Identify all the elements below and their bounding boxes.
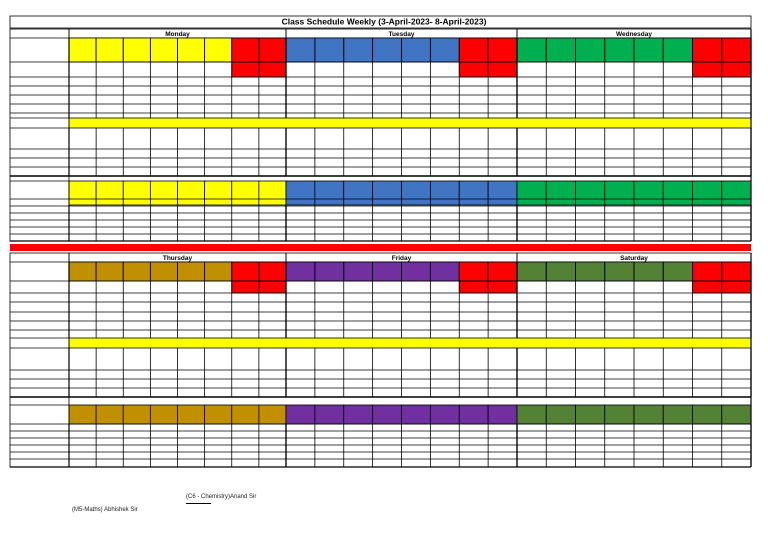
period-cell-thursday: [150, 262, 177, 281]
period-cell-saturday: [663, 405, 692, 424]
period-cell-wednesday: [517, 38, 546, 62]
period-cell-monday: [150, 38, 177, 62]
period-cell-thursday: [205, 405, 232, 424]
period-cell-tuesday: [344, 181, 373, 205]
break-cell-wednesday: [693, 38, 722, 62]
period-cell-friday: [402, 262, 431, 281]
day-name-tuesday: Tuesday: [388, 31, 415, 38]
period-cell-wednesday: [517, 181, 546, 205]
period-cell-thursday: [96, 405, 123, 424]
period-cell-wednesday: [663, 181, 692, 205]
period-cell-wednesday: [605, 181, 634, 205]
period-cell-monday: [259, 181, 286, 205]
period-cell-tuesday: [344, 38, 373, 62]
note-underline: [186, 503, 211, 504]
period-cell-saturday: [722, 405, 751, 424]
lunch-band: [69, 118, 751, 128]
period-cell-monday: [96, 38, 123, 62]
period-cell-tuesday: [286, 38, 315, 62]
period-cell-monday: [96, 181, 123, 205]
break-cell-friday: [459, 262, 488, 281]
break-cell-monday: [232, 38, 259, 62]
period-cell-saturday: [605, 405, 634, 424]
period-cell-friday: [459, 405, 488, 424]
period-cell-wednesday: [546, 38, 575, 62]
label-column: [10, 29, 69, 241]
period-cell-friday: [344, 405, 373, 424]
period-cell-wednesday: [605, 38, 634, 62]
day-name-saturday: Saturday: [620, 255, 648, 262]
break-cell-wednesday: [722, 38, 751, 62]
period-cell-friday: [488, 405, 517, 424]
period-cell-friday: [315, 405, 344, 424]
break-cell-friday: [488, 262, 517, 281]
day-name-wednesday: Wednesday: [615, 31, 653, 38]
period-cell-wednesday: [546, 181, 575, 205]
period-cell-tuesday: [430, 181, 459, 205]
period-cell-saturday: [634, 262, 663, 281]
break-cell-tuesday: [488, 38, 517, 62]
period-cell-tuesday: [373, 38, 402, 62]
break-cell-thursday: [259, 262, 286, 281]
day-name-thursday: Thursday: [162, 255, 193, 262]
period-cell-saturday: [576, 262, 605, 281]
period-cell-thursday: [259, 405, 286, 424]
period-cell-thursday: [150, 405, 177, 424]
schedule-title: Class Schedule Weekly (3-April-2023- 8-April-2023): [281, 16, 487, 27]
label-column: [10, 253, 69, 467]
period-cell-friday: [373, 405, 402, 424]
period-cell-thursday: [123, 262, 150, 281]
period-cell-thursday: [69, 262, 96, 281]
period-cell-friday: [315, 262, 344, 281]
period-cell-tuesday: [373, 181, 402, 205]
period-cell-friday: [344, 262, 373, 281]
day-name-monday: Monday: [165, 31, 190, 38]
period-cell-monday: [69, 38, 96, 62]
period-cell-saturday: [634, 405, 663, 424]
period-cell-monday: [205, 181, 232, 205]
period-cell-thursday: [178, 405, 205, 424]
period-cell-thursday: [69, 405, 96, 424]
period-cell-tuesday: [402, 181, 431, 205]
period-cell-friday: [402, 405, 431, 424]
period-cell-monday: [69, 181, 96, 205]
period-cell-saturday: [517, 405, 546, 424]
break-cell-tuesday: [459, 38, 488, 62]
period-cell-saturday: [546, 405, 575, 424]
period-cell-saturday: [546, 262, 575, 281]
period-cell-saturday: [517, 262, 546, 281]
period-cell-monday: [178, 38, 205, 62]
period-cell-tuesday: [286, 181, 315, 205]
period-cell-wednesday: [576, 38, 605, 62]
period-cell-monday: [150, 181, 177, 205]
period-cell-tuesday: [488, 181, 517, 205]
period-cell-wednesday: [663, 38, 692, 62]
period-cell-thursday: [205, 262, 232, 281]
period-cell-monday: [123, 181, 150, 205]
week-divider-band: [10, 244, 751, 251]
break-cell-thursday: [232, 262, 259, 281]
day-name-friday: Friday: [391, 255, 412, 262]
period-cell-wednesday: [722, 181, 751, 205]
period-cell-friday: [373, 262, 402, 281]
period-cell-tuesday: [430, 38, 459, 62]
teacher-note-chemistry: (C6 - Chemistry)Anand Sir: [186, 494, 257, 500]
period-cell-wednesday: [693, 181, 722, 205]
period-cell-thursday: [96, 262, 123, 281]
period-cell-thursday: [232, 405, 259, 424]
period-cell-monday: [205, 38, 232, 62]
period-cell-wednesday: [634, 38, 663, 62]
period-cell-friday: [430, 405, 459, 424]
break-cell-monday: [259, 38, 286, 62]
period-cell-wednesday: [576, 181, 605, 205]
period-cell-saturday: [693, 405, 722, 424]
break-cell-saturday: [722, 262, 751, 281]
period-cell-tuesday: [315, 38, 344, 62]
period-cell-thursday: [123, 405, 150, 424]
period-cell-thursday: [178, 262, 205, 281]
break-cell-saturday: [693, 262, 722, 281]
period-cell-friday: [286, 262, 315, 281]
period-cell-friday: [430, 262, 459, 281]
period-cell-monday: [232, 181, 259, 205]
period-cell-saturday: [576, 405, 605, 424]
period-cell-wednesday: [634, 181, 663, 205]
period-cell-tuesday: [315, 181, 344, 205]
period-cell-saturday: [663, 262, 692, 281]
period-cell-tuesday: [459, 181, 488, 205]
period-cell-monday: [123, 38, 150, 62]
lunch-band: [69, 338, 751, 348]
period-cell-tuesday: [402, 38, 431, 62]
period-cell-monday: [178, 181, 205, 205]
period-cell-saturday: [605, 262, 634, 281]
period-cell-friday: [286, 405, 315, 424]
teacher-note-maths: (M5-Maths) Abhishek Sir: [72, 507, 138, 513]
